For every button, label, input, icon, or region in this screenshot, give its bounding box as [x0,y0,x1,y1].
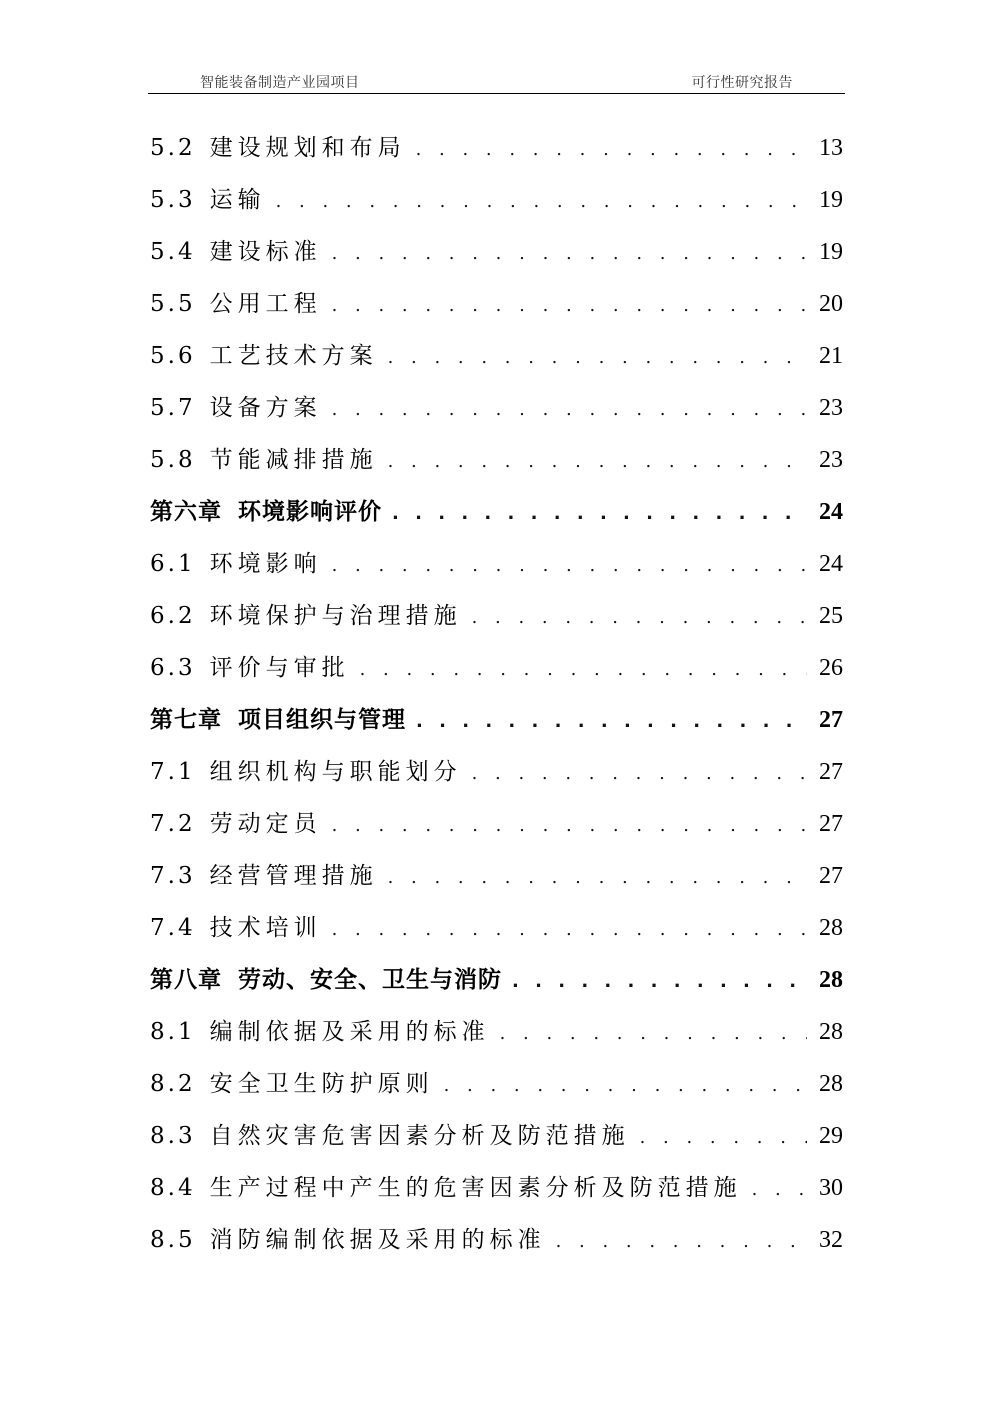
toc-dot-leader [416,124,807,176]
toc-entry-number: 7.1 [150,759,196,785]
toc-entry-title: 环境影响评价 [238,499,382,525]
toc-section-entry[interactable] [150,746,843,798]
toc-dot-leader [472,748,807,800]
toc-entry-page-number: 28 [819,967,843,993]
toc-entry-title: 消防编制依据及采用的标准 [209,1227,546,1253]
toc-section-entry[interactable] [150,538,843,590]
toc-section-entry[interactable] [150,1058,843,1110]
toc-entry-number: 8.3 [150,1123,196,1149]
header-project-name: 智能装备制造产业园项目 [200,75,360,91]
toc-entry-number: 5.3 [150,187,196,213]
toc-entry-page-number: 30 [819,1175,843,1201]
toc-entry-title: 组织机构与职能划分 [209,759,462,785]
toc-entry-page-number: 24 [819,551,843,577]
header-report-type: 可行性研究报告 [691,75,793,91]
toc-entry-page-number: 26 [819,655,843,681]
toc-entry-title: 经营管理措施 [209,863,378,889]
toc-section-entry[interactable] [150,590,843,642]
toc-dot-leader [276,176,807,228]
toc-entry-number: 第八章 [150,967,222,993]
toc-entry-title: 评价与审批 [209,655,350,681]
toc-entry-title: 安全卫生防护原则 [209,1071,434,1097]
toc-section-entry[interactable] [150,382,843,434]
toc-dot-leader [512,956,807,1008]
toc-entry-number: 6.3 [150,655,196,681]
header-divider [148,93,845,95]
toc-entry-page-number: 27 [819,707,843,733]
toc-entry-number: 6.1 [150,551,196,577]
toc-entry-number: 5.6 [150,343,196,369]
toc-entry-title: 劳动定员 [209,811,322,837]
toc-entry-title: 运输 [209,187,266,213]
toc-entry-title: 生产过程中产生的危害因素分析及防范措施 [209,1175,742,1201]
toc-dot-leader [388,852,807,904]
toc-entry-number: 8.1 [150,1019,196,1045]
toc-entry-page-number: 27 [819,863,843,889]
toc-entry-page-number: 28 [819,915,843,941]
toc-dot-leader [332,800,807,852]
toc-section-entry[interactable] [150,1006,843,1058]
toc-entry-title: 自然灾害危害因素分析及防范措施 [209,1123,630,1149]
toc-section-entry[interactable] [150,1162,843,1214]
toc-entry-title: 环境保护与治理措施 [209,603,462,629]
toc-chapter-entry[interactable] [150,954,843,1006]
toc-entry-number: 5.7 [150,395,196,421]
toc-entry-number: 5.2 [150,135,196,161]
toc-entry-title: 设备方案 [209,395,322,421]
toc-section-entry[interactable] [150,226,843,278]
toc-entry-page-number: 13 [819,135,843,161]
toc-entry-page-number: 23 [819,447,843,473]
toc-section-entry[interactable] [150,642,843,694]
toc-entry-number: 第六章 [150,499,222,525]
page-header [148,60,845,94]
toc-section-entry[interactable] [150,434,843,486]
toc-dot-leader [388,332,807,384]
toc-dot-leader [332,384,807,436]
toc-entry-title: 劳动、安全、卫生与消防 [238,967,502,993]
toc-entry-page-number: 29 [819,1123,843,1149]
toc-dot-leader [752,1164,807,1216]
table-of-contents [150,122,843,1266]
toc-entry-page-number: 19 [819,239,843,265]
toc-entry-page-number: 21 [819,343,843,369]
toc-dot-leader [392,488,807,540]
toc-entry-number: 7.2 [150,811,196,837]
toc-entry-number: 7.4 [150,915,196,941]
toc-entry-title: 环境影响 [209,551,322,577]
toc-dot-leader [640,1112,807,1164]
toc-entry-page-number: 20 [819,291,843,317]
toc-entry-page-number: 24 [819,499,843,525]
toc-entry-page-number: 23 [819,395,843,421]
toc-entry-title: 编制依据及采用的标准 [209,1019,490,1045]
toc-entry-page-number: 28 [819,1071,843,1097]
toc-section-entry[interactable] [150,278,843,330]
toc-entry-title: 建设标准 [209,239,322,265]
toc-chapter-entry[interactable] [150,694,843,746]
toc-dot-leader [332,280,807,332]
toc-dot-leader [472,592,807,644]
toc-section-entry[interactable] [150,122,843,174]
toc-entry-number: 8.4 [150,1175,196,1201]
toc-entry-title: 节能减排措施 [209,447,378,473]
toc-entry-page-number: 25 [819,603,843,629]
toc-section-entry[interactable] [150,798,843,850]
toc-entry-number: 8.2 [150,1071,196,1097]
toc-section-entry[interactable] [150,174,843,226]
toc-section-entry[interactable] [150,1214,843,1266]
toc-dot-leader [332,904,807,956]
toc-entry-title: 项目组织与管理 [238,707,406,733]
toc-entry-number: 5.5 [150,291,196,317]
toc-dot-leader [556,1216,807,1268]
toc-entry-page-number: 28 [819,1019,843,1045]
toc-entry-page-number: 32 [819,1227,843,1253]
toc-dot-leader [360,644,807,696]
toc-entry-page-number: 27 [819,759,843,785]
toc-entry-number: 5.8 [150,447,196,473]
toc-entry-title: 公用工程 [209,291,322,317]
toc-dot-leader [388,436,807,488]
toc-entry-number: 第七章 [150,707,222,733]
toc-dot-leader [332,540,807,592]
toc-section-entry[interactable] [150,902,843,954]
toc-chapter-entry[interactable] [150,486,843,538]
toc-entry-number: 6.2 [150,603,196,629]
toc-entry-page-number: 19 [819,187,843,213]
toc-entry-number: 8.5 [150,1227,196,1253]
toc-entry-title: 工艺技术方案 [209,343,378,369]
toc-dot-leader [500,1008,807,1060]
toc-dot-leader [444,1060,807,1112]
toc-entry-title: 建设规划和布局 [209,135,406,161]
toc-entry-number: 7.3 [150,863,196,889]
toc-section-entry[interactable] [150,1110,843,1162]
toc-section-entry[interactable] [150,850,843,902]
toc-entry-page-number: 27 [819,811,843,837]
toc-entry-title: 技术培训 [209,915,322,941]
toc-entry-number: 5.4 [150,239,196,265]
toc-dot-leader [416,696,807,748]
toc-dot-leader [332,228,807,280]
toc-section-entry[interactable] [150,330,843,382]
